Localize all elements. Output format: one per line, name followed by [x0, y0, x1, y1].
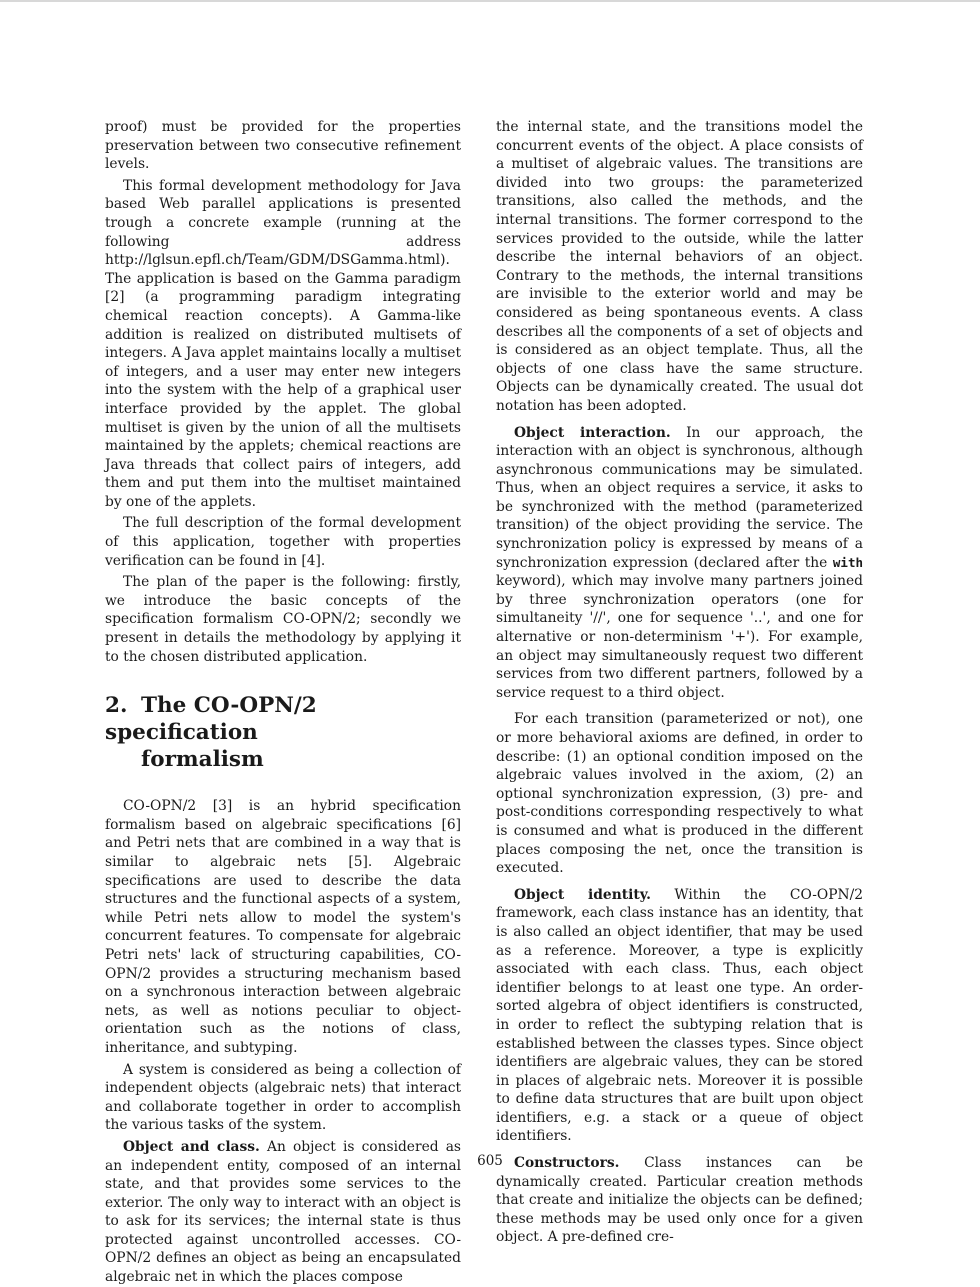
section-number: 2. [105, 693, 128, 719]
paragraph [496, 886, 863, 1146]
paragraph-text: An object is considered as an independent entity, composed of an internal state, and that provides some services to the exterior. The only way to interact with an object is to ask for its services; the internal state is thus protected against uncontrolled accesses. CO-OPN/2 defines an object as being an encapsulated algebraic net in which the places compose [105, 1138, 462, 1286]
paragraph-text: Within the CO-OPN/2 framework, each class instance has an identity, that is also called an object identifier, that may be used as a reference. Moreover, a type is explicitly associated with each class. Thus, each object identifier belongs to at least one type. An order-sorted algebra of object identifiers is constructed, in order to reflect the subtyping relation that is established between the classes types. Since object identifiers are algebraic values, they can be stored in places of algebraic nets. Moreover it is possible to define data structures that are built upon object identifiers, e.g. a stack or a queue of object identifiers. [496, 886, 864, 1145]
paragraph: For each transition (parameterized or not), one or more behavioral axioms are defined, in order to describe: (1) an optional condition imposed on the algebraic values involved in the axiom, (2) an optional synchronization expression, (3) pre- and post-conditions corresponding respectively to what is consumed and what is produced in the different places composing the net, once the transition is executed. [496, 711, 863, 877]
right-column [496, 118, 863, 1247]
paragraph-text: Class instances can be dynamically created. Particular creation methods that create and initialize the objects can be defined; these methods may be used only once for a given object. A pre-defined cre- [496, 1155, 863, 1246]
runin-heading: Object interaction. [514, 424, 671, 441]
keyword-with: with [832, 554, 863, 570]
paragraph-text: keyword), which may involve many partners joined by three synchronization operators (one for simultaneity '//', one for sequence '..', and one for alternative or non-determinism '+'). For example, an object may simultaneously request two different services from two different partners, followed by a service request to a third object. [496, 573, 863, 701]
paragraph: The plan of the paper is the following: firstly, we introduce the basic concepts of the specification formalism CO-OPN/2; secondly we present in details the methodology by applying it to the chosen distributed application. [105, 574, 461, 665]
section-title-line1: The CO-OPN/2 specification [105, 693, 317, 746]
paragraph: CO-OPN/2 [3] is an hybrid specification formalism based on algebraic specifications [6] and Petri nets that are combined in a way that is similar to algebraic nets [5]. Algebraic specifications are used to describe the data structures and the functional aspects of a system, while Petri nets allow to model the system's concurrent features. To compensate for algebraic Petri nets' lack of structuring capabilities, CO-OPN/2 provides a structuring mechanism based on a synchronous interaction between algebraic nets, as well as notions peculiar to object-orientation such as the notions of class, inheritance, and subtyping. [105, 798, 461, 1056]
runin-heading: Object identity. [514, 886, 651, 903]
left-column [105, 118, 461, 1287]
paragraph [496, 424, 863, 703]
paragraph-text: In our approach, the interaction with an object is synchronous, although asynchronous communications may be simulated. Thus, when an object requires a service, it asks to be synchronized with the method (parameterized transition) of the object providing the service. The synchronization policy is expressed by means of a synchronization expression (declared after the [496, 424, 863, 571]
paragraph: This formal development methodology for Java based Web parallel applications is presented trough a concrete example (running at the following address http://lglsun.epfl.ch/Team/GDM/DSGamma.html). The application is based on the Gamma paradigm [2] (a programming paradigm integrating chemical reaction concepts). A Gamma-like addition is realized on distributed multisets of integers. A Java applet maintains locally a multiset of integers, and a user may enter new integers into the system with the help of a graphical user interface provided by the applet. The global multiset is given by the union of all the multisets maintained by the applets; chemical reactions are Java threads that collect pairs of integers, add them and put them into the multiset maintained by one of the applets. [105, 177, 461, 510]
runin-heading: Constructors. [514, 1155, 620, 1172]
section-heading [105, 692, 461, 773]
paragraph: The full description of the formal development of this application, together with properties verification can be found in [4]. [105, 515, 461, 569]
paragraph: proof) must be provided for the properties preservation between two consecutive refinement levels. [105, 119, 461, 173]
page-number: 605 [477, 1153, 503, 1169]
top-rule [0, 0, 980, 2]
runin-heading: Object and class. [123, 1138, 260, 1155]
section-title-line2: formalism [141, 747, 264, 773]
paragraph: the internal state, and the transitions model the concurrent events of the object. A place consists of a multiset of algebraic values. The transitions are divided into two groups: the parameterized transitions, also called the methods, and the internal transitions. The former correspond to the services provided to the outside, while the latter describe the internal behaviors of an object. Contrary to the methods, the internal transitions are invisible to the exterior world and may be considered as being spontaneous events. A class describes all the components of a set of objects and is considered as an object template. Thus, all the objects of one class have the same structure. Objects can be dynamically created. The usual dot notation has been adopted. [496, 119, 863, 414]
paragraph: A system is considered as being a collection of independent objects (algebraic nets) that interact and collaborate together in order to accomplish the various tasks of the system. [105, 1061, 461, 1134]
